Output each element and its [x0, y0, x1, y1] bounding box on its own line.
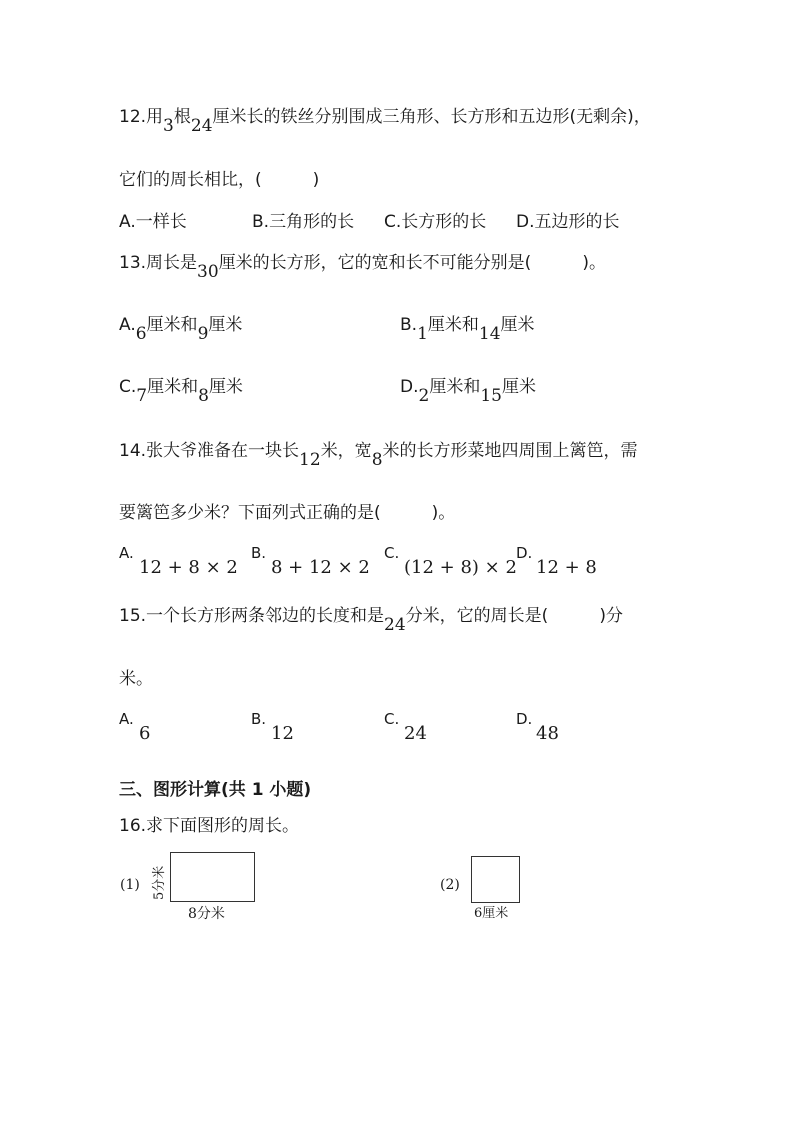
- option-mid: 厘米和: [147, 377, 199, 397]
- option-unit: 厘米: [208, 315, 243, 335]
- section-heading: 三、图形计算(共 1 小题): [119, 780, 312, 800]
- option-expression: 48: [536, 723, 559, 744]
- option-unit: 厘米: [208, 377, 243, 397]
- q16-text: 16.求下面图形的周长。: [119, 816, 300, 836]
- option-expression: 12 + 8 × 2: [139, 557, 238, 578]
- q13-line1: [119, 253, 606, 282]
- option-label: B.: [251, 544, 267, 562]
- option-label: C.: [119, 377, 137, 397]
- option-unit: 厘米: [500, 315, 535, 335]
- option-label: A.: [119, 315, 136, 335]
- fig1-bottom-label: 8分米: [188, 906, 225, 922]
- fig1-side-label: 5分米: [152, 865, 167, 900]
- q12-option-a[interactable]: A.一样长: [119, 212, 187, 232]
- q12-line2: 它们的周长相比，( ): [119, 170, 320, 190]
- q15-number-24: 24: [384, 615, 406, 635]
- q13-option-d[interactable]: [400, 377, 536, 406]
- option-width: 2: [418, 386, 430, 406]
- option-length: 9: [197, 324, 209, 344]
- q13-number-30: 30: [197, 262, 219, 282]
- option-unit: 厘米: [501, 377, 536, 397]
- q12-option-d[interactable]: D.五边形的长: [516, 212, 620, 232]
- q12-option-c[interactable]: C.长方形的长: [384, 212, 487, 232]
- option-expression: 12: [271, 723, 294, 744]
- q15-line2: 米。: [119, 669, 153, 689]
- q12-number-3: 3: [163, 116, 174, 136]
- q14-line1: [119, 441, 638, 470]
- option-label: B.: [251, 710, 267, 728]
- option-label: C.: [384, 544, 400, 562]
- q12-text-3: 厘米长的铁丝分别围成三角形、长方形和五边形(无剩余)，: [212, 107, 651, 127]
- q15-line1: [119, 606, 623, 635]
- option-expression: 24: [404, 723, 427, 744]
- fig1-number: (1): [120, 877, 140, 893]
- q14-text-1: 14.张大爷准备在一块长: [119, 441, 300, 461]
- q13-text-2: 厘米的长方形，它的宽和长不可能分别是( )。: [218, 253, 606, 273]
- q14-text-2: 米，宽: [320, 441, 372, 461]
- option-label: D.: [516, 710, 533, 728]
- q13-option-b[interactable]: [400, 315, 535, 344]
- option-width: 1: [417, 324, 428, 344]
- option-length: 8: [198, 386, 209, 406]
- option-expression: 8 + 12 × 2: [271, 557, 370, 578]
- q15-text-1: 15.一个长方形两条邻边的长度和是: [119, 606, 385, 626]
- q12-text-1: 12.用: [119, 107, 164, 127]
- q13-option-c[interactable]: [119, 377, 243, 406]
- option-label: C.: [384, 710, 400, 728]
- q15-text-2: 分米，它的周长是( )分: [405, 606, 623, 626]
- q12-number-24: 24: [190, 116, 213, 136]
- option-length: 15: [480, 386, 502, 406]
- fig2-square: [471, 856, 520, 903]
- q13-text-1: 13.周长是: [119, 253, 198, 273]
- q14-number-12: 12: [299, 450, 321, 470]
- option-width: 6: [135, 324, 147, 344]
- option-mid: 厘米和: [429, 377, 481, 397]
- q14-number-8: 8: [371, 450, 383, 470]
- fig2-number: (2): [440, 877, 460, 893]
- option-expression: (12 + 8) × 2: [404, 557, 517, 578]
- fig2-bottom-label: 6厘米: [474, 906, 509, 921]
- option-label: A.: [119, 544, 134, 562]
- option-label: B.: [400, 315, 418, 335]
- q13-option-a[interactable]: [119, 315, 243, 344]
- option-label: A.: [119, 710, 134, 728]
- option-label: D.: [400, 377, 419, 397]
- q12-text-2: 根: [173, 107, 191, 127]
- q12-option-b[interactable]: B.三角形的长: [252, 212, 355, 232]
- q14-text-3: 米的长方形菜地四周围上篱笆，需: [382, 441, 638, 461]
- option-label: D.: [516, 544, 533, 562]
- option-expression: 6: [139, 723, 151, 744]
- option-length: 14: [478, 324, 501, 344]
- option-expression: 12 + 8: [536, 557, 597, 578]
- option-mid: 厘米和: [146, 315, 198, 335]
- option-mid: 厘米和: [427, 315, 479, 335]
- option-width: 7: [136, 386, 148, 406]
- fig1-rectangle: [170, 852, 255, 902]
- q12-line1: [119, 107, 651, 136]
- q14-line2: 要篱笆多少米？下面列式正确的是( )。: [119, 503, 456, 523]
